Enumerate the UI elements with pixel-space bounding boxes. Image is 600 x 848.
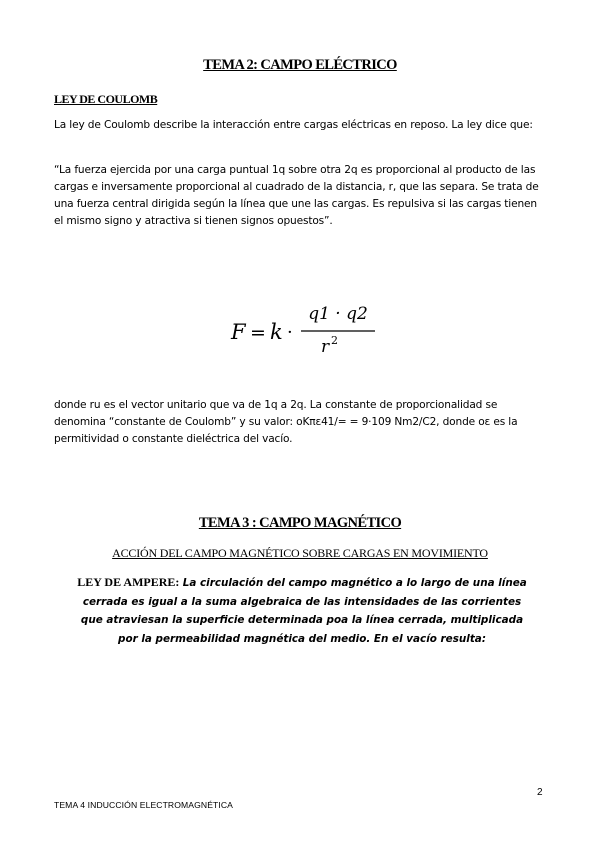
coulomb-quote: “La fuerza ejercida por una carga puntual 1q sobre otra 2q es proporcional al producto de las cargas e inversamente proporcional al cuadrado de la distancia, r, que las separa. Se trata de una fuerza central dirigida según la línea que une las cargas. Es repulsiva si las cargas tienen el mismo signo y atractiva si tienen signos opuestos”. [54,164,539,227]
formula-equals: = [250,322,266,344]
formula-exponent: 2 [331,334,338,347]
tema3-title: TEMA 3 : CAMPO MAGNÉTICO [198,515,402,531]
ley-coulomb-heading: LEY DE COULOMB [54,92,158,106]
formula-lhs: F [231,320,246,344]
formula-dot: · [287,322,293,343]
ampere-paragraph [76,573,528,648]
tema2-title: TEMA 2: CAMPO ELÉCTRICO [203,57,397,73]
formula-numerator: q1 · q2 [308,304,368,324]
coulomb-formula [0,298,600,358]
coulomb-explanation: donde ru es el vector unitario que va de 1q a 2q. La constante de proporcionalidad se denomina “constante de Coulomb” y su valor: oKπε41/= = 9·109 Nm2/C2, donde oε es la permitividad o constante dieléctrica del vacío. [54,399,518,445]
formula-denominator: r [321,337,330,357]
page-footer: TEMA 4 INDUCCIÓN ELECTROMAGNÉTICA [54,800,234,810]
page-number: 2 [537,787,543,798]
ampere-text: La circulación del campo magnético a lo largo de una línea cerrada es igual a la suma algebraica de las intensidades de las corrientes que atraviesan la superficie determinada poa la línea cerrada, multiplicada por la permeabilidad magnética del medio. En el vacío resulta: [80,577,527,645]
tema3-subtitle: ACCIÓN DEL CAMPO MAGNÉTICO SOBRE CARGAS EN MOVIMIENTO [112,546,488,560]
formula-k: k [270,320,283,344]
coulomb-intro: La ley de Coulomb describe la interacción entre cargas eléctricas en reposo. La ley dice que: [54,119,533,131]
ampere-lead: LEY DE AMPERE: [77,575,180,589]
